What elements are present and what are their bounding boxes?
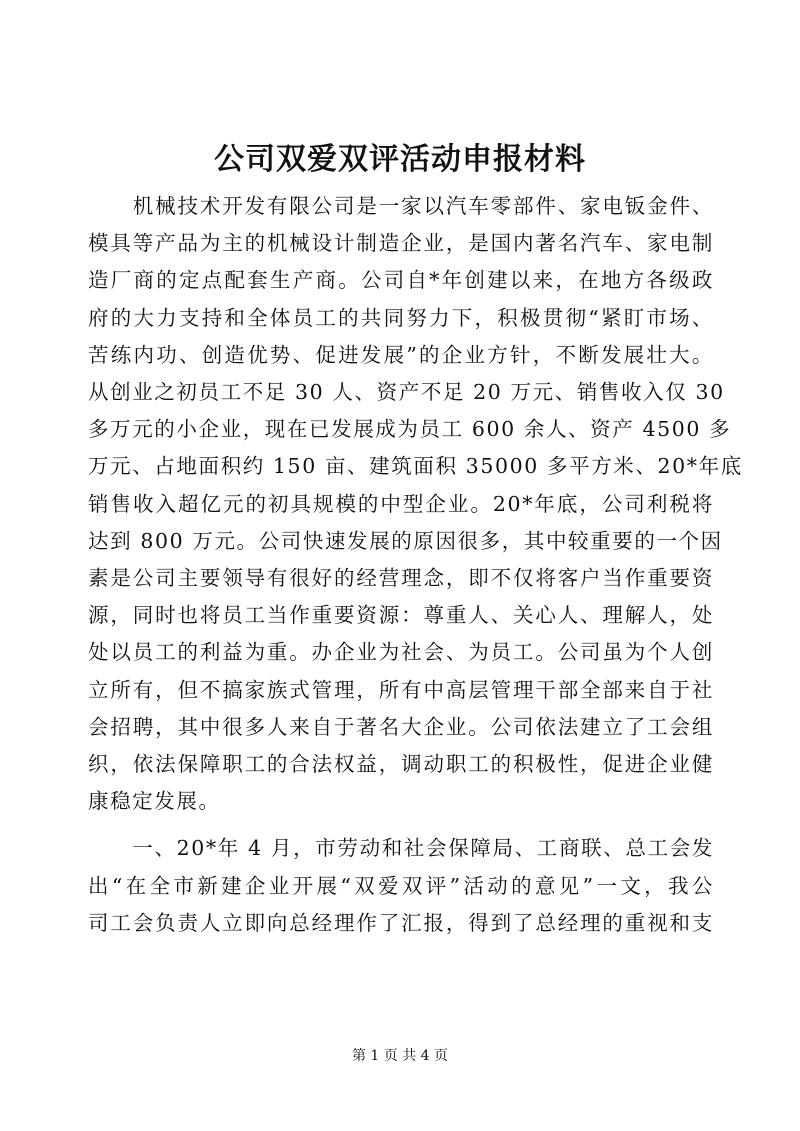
text-line: 机械技术开发有限公司是一家以汽车零部件、家电钣金件、 <box>88 194 714 218</box>
paragraph-spacer <box>88 820 714 830</box>
text-line: 立所有，但不搞家族式管理，所有中高层管理干部全部来自于社 <box>88 677 714 702</box>
text-line: 处以员工的利益为重。办企业为社会、为员工。公司虽为个人创 <box>88 640 714 665</box>
text-line: 康稳定发展。 <box>88 789 221 814</box>
text-line: 源，同时也将员工当作重要资源：尊重人、关心人、理解人，处 <box>88 603 714 628</box>
document-body <box>88 188 743 942</box>
text-line: 造厂商的定点配套生产商。公司自*年创建以来，在地方各级政 <box>88 268 714 293</box>
text-line: 素是公司主要领导有很好的经营理念，即不仅将客户当作重要资 <box>88 566 714 591</box>
text-line: 模具等产品为主的机械设计制造企业，是国内著名汽车、家电制 <box>88 231 714 256</box>
text-line: 销售收入超亿元的初具规模的中型企业。20*年底，公司利税将 <box>88 491 714 516</box>
text-line: 司工会负责人立即向总经理作了汇报，得到了总经理的重视和支 <box>88 910 714 935</box>
paragraph-1 <box>88 188 743 820</box>
text-line: 会招聘，其中很多人来自于著名大企业。公司依法建立了工会组 <box>88 714 714 739</box>
page-number-footer: 第 1 页 共 4 页 <box>351 1048 449 1064</box>
text-line: 从创业之初员工不足 30 人、资产不足 20 万元、销售收入仅 30 <box>88 380 725 405</box>
text-line: 万元、占地面积约 150 亩、建筑面积 35000 多平方米、20*年底 <box>88 454 743 479</box>
text-line: 府的大力支持和全体员工的共同努力下，积极贯彻“紧盯市场、 <box>88 305 714 330</box>
text-line: 苦练内功、创造优势、促进发展”的企业方针，不断发展壮大。 <box>88 342 714 367</box>
text-line: 织，依法保障职工的合法权益，调动职工的积极性，促进企业健 <box>88 752 714 777</box>
text-line: 多万元的小企业，现在已发展成为员工 600 余人、资产 4500 多 <box>88 417 732 442</box>
text-line: 达到 800 万元。公司快速发展的原因很多，其中较重要的一个因 <box>88 528 723 553</box>
document-title: 公司双爱双评活动申报材料 <box>214 142 586 177</box>
text-line: 一、20*年 4 月，市劳动和社会保障局、工商联、总工会发 <box>88 836 714 861</box>
paragraph-2 <box>88 830 714 942</box>
text-line: 出“在全市新建企业开展“双爱双评”活动的意见”一文，我公 <box>88 873 714 898</box>
